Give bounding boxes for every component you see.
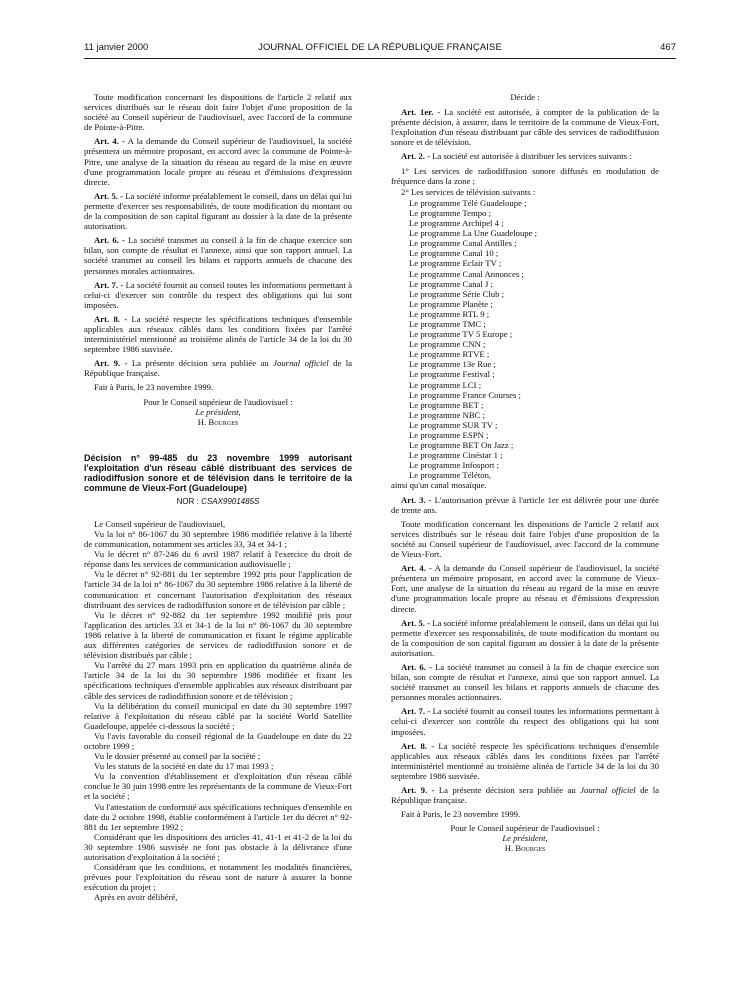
signature-title xyxy=(391,833,659,843)
article-1 xyxy=(391,107,659,147)
place-date: Fait à Paris, le 23 novembre 1999. xyxy=(401,809,521,820)
signature-title xyxy=(84,407,352,417)
visa-item: Vu la convention d'établissement et d'exploitation d'un réseau câblé conclue le 30 juin 1998 entre les représentants de la commune de Vieux-Fort et la société ; xyxy=(84,771,352,802)
article-8 xyxy=(84,314,352,354)
visa-item: Vu l'arrêté du 27 mars 1993 pris en application du quatrième alinéa de l'article 34 de la loi du 30 septembre 1986 modifiée et fixant les spécifications techniques d'ensemble applicables aux réseaux distribuant par câble des services de radiodiffusion sonore et de télévision ; xyxy=(84,660,352,701)
programme-item: Le programme SUR TV ; xyxy=(409,419,498,430)
article-label: Art. 8. - xyxy=(94,313,128,324)
article-label: Art. 5. - xyxy=(94,190,123,201)
article-label: Art. 7. - xyxy=(401,706,431,717)
visa-item: Vu le décret n° 92-882 du 1er septembre 1992 modifié pris pour l'application des articles 33 et 34-1 de la loi n° 86-1067 du 30 septembre 1986 relative à la liberté de communication et fixant le régime applicable aux différentes catégories de services de radiodiffusion sonore et de télévision distribués par câble ; xyxy=(84,609,352,661)
article-3 xyxy=(391,495,659,515)
nor-reference xyxy=(84,497,352,507)
article-label: Art. 8. - xyxy=(401,740,435,751)
programme-item: Le programme RTVE ; xyxy=(409,349,490,360)
journal-reference: Journal officiel xyxy=(273,358,329,369)
header-date: 11 janvier 2000 xyxy=(84,42,149,53)
signature-authority: Pour le Conseil supérieur de l'audiovisuel : xyxy=(450,823,600,834)
signature-role: Le président, xyxy=(502,833,548,844)
visa-item: Vu le décret n° 87-246 du 6 avril 1987 relatif à l'exercice du droit de réponse dans les services de communication audiovisuelle ; xyxy=(84,549,352,570)
article-text: La société fournit au conseil toutes les informations permettant à celui-ci d'exercer son contrôle du respect des obligations qui lui sont imposées. xyxy=(391,706,659,737)
journal-reference: Journal officiel xyxy=(580,785,636,795)
programme-item: Le programme Canal 10 ; xyxy=(409,248,499,259)
article-label: Art. 1er. - xyxy=(401,107,441,118)
visa-item: Considérant que les dispositions des articles 41, 41-1 et 41-2 de la loi du 30 septembre 1986 susvisée ne font pas obstacle à la délivrance d'une autorisation d'exploitation à la société ; xyxy=(84,831,352,862)
mosaic-channel: ainsi qu'un canal mosaïque. xyxy=(391,480,487,491)
programme-item: Le programme CNN ; xyxy=(409,339,486,350)
article-4 xyxy=(84,136,352,186)
article-text: La présente décision sera publiée au xyxy=(127,358,274,369)
article-label: Art. 6. - xyxy=(401,661,432,672)
article-6 xyxy=(84,235,352,275)
article-9 xyxy=(391,785,659,805)
visa-item: Vu l'avis favorable du conseil régional de la Guadeloupe en date du 22 octobre 1999 ; xyxy=(84,730,352,751)
place-date: Fait à Paris, le 23 novembre 1999. xyxy=(94,382,214,393)
programme-item: Le programme Cinéstar 1 ; xyxy=(409,450,503,461)
programme-item: Le programme RTL 9 ; xyxy=(409,308,490,319)
programme-item: Le programme TMC ; xyxy=(409,318,486,329)
article-label: Art. 9. - xyxy=(401,785,435,795)
programme-item: Le programme Télé Guadeloupe ; xyxy=(409,197,527,208)
page-number: 467 xyxy=(660,42,676,53)
article-5 xyxy=(84,191,352,231)
article-label: Art. 5. - xyxy=(401,617,430,628)
signature-name: H. Bourges xyxy=(197,416,239,427)
article-label: Art. 2. - xyxy=(401,151,430,162)
article-label: Art. 7. - xyxy=(94,279,124,290)
radio-services: 1° Les services de radiodiffusion sonore diffusés en modulation de fréquence dans la zone ; xyxy=(391,165,659,186)
programme-item: Le programme BET ; xyxy=(409,399,484,410)
article-text: La société transmet au conseil à la fin de chaque exercice son bilan, son compte de résultat et l'annexe, ainsi que son rapport annuel. La société transmet au conseil les bilans et rapports annuels de chacune des personnes morales actionnaires. xyxy=(84,235,353,276)
article-label: Art. 4. - xyxy=(94,136,125,147)
nor-label: NOR : xyxy=(176,496,202,506)
modification-paragraph: Toute modification concernant les dispositions de l'article 2 relatif aux services distribués sur le réseau doit faire l'objet d'une proposition de la société au Conseil supérieur de l'audiovisuel, avec l'accord de la commune de Vieux-Fort. xyxy=(391,518,659,560)
article-label: Art. 4. - xyxy=(401,563,432,574)
visa-item: Vu l'attestation de conformité aux spécifications techniques d'ensemble en date du 2 octobre 1998, établie conformément à l'article 1er du décret n° 92-881 du 1er septembre 1992 ; xyxy=(84,801,352,832)
programme-item: Le programme LCI ; xyxy=(409,379,482,390)
programme-item: Le programme Planète ; xyxy=(409,298,493,309)
decide-heading: Décide : xyxy=(510,92,540,102)
visa-item: Vu la loi n° 86-1067 du 30 septembre 1986 modifiée relative à la liberté de communication, notamment ses articles 33, 34 et 34-1 ; xyxy=(84,529,352,550)
visa-item: Considérant que les conditions, et notamment les modalités financières, prévues pour l'exploitation du réseau sont de nature à assurer la bonne exécution du projet ; xyxy=(84,862,352,893)
article-text: A la demande du Conseil supérieur de l'audiovisuel, la société présentera un mémoire proposant, en accord avec la commune de Pointe-à-Pitre, une analyse de la situation du réseau au regard de la mise en œuvre d'une programmation locale propre au réseau et d'émissions d'expression directe. xyxy=(84,136,352,187)
programme-item: Le programme ESPN ; xyxy=(409,430,489,440)
article-5 xyxy=(391,618,659,658)
journal-title: JOURNAL OFFICIEL DE LA RÉPUBLIQUE FRANÇAISE xyxy=(258,42,502,53)
article-7 xyxy=(84,280,352,310)
article-text: de la République française. xyxy=(84,358,352,379)
programme-item: Le programme France Courses ; xyxy=(409,389,521,400)
programme-item: Le programme Série Club ; xyxy=(409,288,505,299)
programme-item: Le programme Tempo ; xyxy=(409,207,491,218)
visa-item: Vu le dossier présenté au conseil par la société ; xyxy=(94,751,261,762)
article-8 xyxy=(391,741,659,781)
visa-item: Après en avoir délibéré, xyxy=(94,892,178,903)
article-text: La société transmet au conseil à la fin de chaque exercice son bilan, son compte de résultat et l'annexe, ainsi que son rapport annuel. La société transmet au conseil les bilans et rapports annuels de chacune des personnes morales actionnaires. xyxy=(391,661,660,703)
programme-item: Le programme Téléton, xyxy=(409,470,492,481)
programme-item: Le programme TV 5 Europe ; xyxy=(409,329,513,340)
article-label: Art. 9. - xyxy=(94,358,128,369)
article-9 xyxy=(84,358,352,378)
article-text: La société respecte les spécifications techniques d'ensemble applicables aux réseaux câblés dans les conditions fixées par l'arrêté interministériel mentionné au troisième alinéa de l'article 34 de la loi du 30 septembre 1986 susvisée. xyxy=(391,740,659,781)
article-text: de la République française. xyxy=(391,785,659,806)
nor-code: CSAX9901485S xyxy=(201,496,260,506)
programme-item: Le programme Infosport ; xyxy=(409,460,499,471)
signature-role: Le président, xyxy=(195,406,241,417)
article-text: L'autorisation prévue à l'article 1er est délivrée pour une durée de trente ans. xyxy=(391,494,659,515)
programme-item: Le programme Festival ; xyxy=(409,369,495,380)
visa-item: Vu le décret n° 92-881 du 1er septembre 1992 pris pour l'application de l'article 34 de la loi n° 86-1067 du 30 septembre 1986 relative à la liberté de communication et concernant l'autorisation d'exploitation des réseaux distribuant des services de radiodiffusion sonore et de télévision par câble ; xyxy=(84,569,352,610)
article-text: La société informe préalablement le conseil, dans un délai qui lui permette d'exercer ses responsabilités, de toute modification du montant ou de la composition de son capital figurant au dossier à la date de la présente autorisation. xyxy=(84,190,352,232)
modification-paragraph: Toute modification concernant les dispositions de l'article 2 relatif aux services distribués sur le réseau doit faire l'objet d'une proposition de la société au Conseil supérieur de l'audiovisuel, avec l'accord de la commune de Pointe-à-Pitre. xyxy=(84,92,352,133)
visas-list xyxy=(84,519,352,903)
visa-item: Vu les statuts de la société en date du 17 mai 1993 ; xyxy=(94,761,274,772)
visa-item: Le Conseil supérieur de l'audiovisuel, xyxy=(94,518,226,529)
article-6 xyxy=(391,662,659,702)
left-column xyxy=(84,92,352,902)
programme-item: Le programme La Une Guadeloupe ; xyxy=(409,228,538,239)
article-4 xyxy=(391,563,659,613)
article-2 xyxy=(391,151,659,161)
article-label: Art. 6. - xyxy=(94,235,125,246)
programme-list xyxy=(409,198,659,481)
article-label: Art. 3. - xyxy=(401,494,432,505)
right-column xyxy=(391,92,659,854)
article-text: La société est autorisée à distribuer les services suivants : xyxy=(429,151,632,162)
article-text: La société est autorisée, à compter de la publication de la présente décision, à assurer, dans le territoire de la commune de Vieux-Fort, l'exploitation d'un réseau distribuant par câble des services de radiodiffusion sonore et de télévision. xyxy=(391,107,659,148)
header-rule xyxy=(84,58,676,59)
article-7 xyxy=(391,706,659,736)
article-text: La société fournit au conseil toutes les informations permettant à celui-ci d'exercer son contrôle du respect des obligations qui lui sont imposées. xyxy=(84,279,352,310)
programme-item: Le programme Canal Antilles ; xyxy=(409,238,517,249)
programme-item: Le programme NBC ; xyxy=(409,409,485,420)
programme-item: Le programme Archipel 4 ; xyxy=(409,218,504,229)
article-text: La société respecte les spécifications techniques d'ensemble applicables aux réseaux câblés dans les conditions fixées par l'arrêté interministériel mentionné au troisième alinéa de l'article 34 de la loi du 30 septembre 1986 susvisée. xyxy=(84,313,352,355)
article-text: La présente décision sera publiée au xyxy=(434,785,581,795)
visa-item: Vu la délibération du conseil municipal en date du 30 septembre 1997 relative à l'exploitation du réseau câblé par la société World Satellite Guadeloupe, appelée ci-dessous la société ; xyxy=(84,700,352,731)
article-text: La société informe préalablement le conseil, dans un délai qui lui permette d'exercer ses responsabilités, de toute modification du montant ou de la composition de son capital figurant au dossier à la date de la présente autorisation. xyxy=(391,617,659,658)
programme-item: Le programme Canal J ; xyxy=(409,278,493,289)
running-header xyxy=(84,42,676,56)
programme-item: Le programme Eclair TV ; xyxy=(409,258,502,269)
programme-item: Le programme BET On Jazz ; xyxy=(409,440,514,451)
decision-title: Décision n° 99-485 du 23 novembre 1999 autorisant l'exploitation d'un réseau câblé distribuant des services de radiodiffusion sonore et de télévision dans le territoire de la commune de Vieux-Fort (Guadeloupe) xyxy=(84,452,352,493)
tv-services-heading: 2° Les services de télévision suivants : xyxy=(401,186,536,197)
signature-authority: Pour le Conseil supérieur de l'audiovisuel : xyxy=(143,396,293,407)
article-text: A la demande du Conseil supérieur de l'audiovisuel, la société présentera un mémoire proposant, en accord avec la commune de Vieux-Fort, une analyse de la situation du réseau au regard de la mise en œuvre d'une programmation locale propre au réseau et d'émissions d'expression directe. xyxy=(391,563,659,614)
programme-item: Le programme Canal Annonces ; xyxy=(409,268,524,279)
programme-item: Le programme 13e Rue ; xyxy=(409,359,496,370)
signature-name: H. Bourges xyxy=(504,843,546,854)
